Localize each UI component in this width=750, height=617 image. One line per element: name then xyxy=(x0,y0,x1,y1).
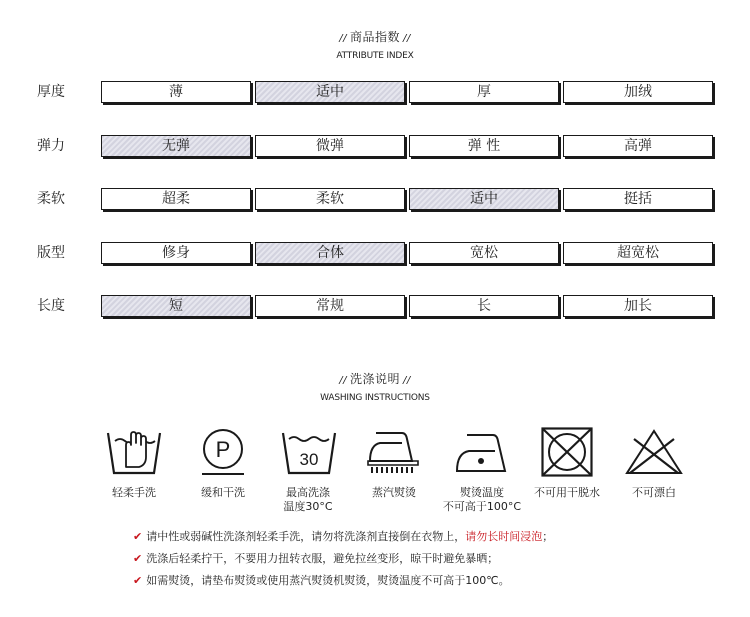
option-cell: 高弹 xyxy=(563,135,713,157)
iron-temp-label: 熨烫温度 不可高于100°C xyxy=(442,486,522,513)
option-cell: 加长 xyxy=(563,295,713,317)
option-cell: 宽松 xyxy=(409,242,559,264)
care-note-warning: 请勿长时间浸泡 xyxy=(465,530,543,543)
attribute-row-elasticity xyxy=(0,135,750,157)
option-cell: 微弹 xyxy=(255,135,405,157)
attribute-section-title xyxy=(0,30,750,62)
option-cell-selected: 适中 xyxy=(409,188,559,210)
steam-iron-label: 蒸汽熨烫 xyxy=(372,486,416,499)
attribute-row-fit xyxy=(0,242,750,264)
washing-title-en: WASHING INSTRUCTIONS xyxy=(320,393,430,403)
attribute-label: 长度 xyxy=(37,298,65,314)
dry-clean-p-icon xyxy=(198,427,248,477)
attribute-label: 版型 xyxy=(37,245,65,261)
care-note: ✔ 如需熨烫，请垫布熨烫或使用蒸汽熨烫机熨烫，熨烫温度不可高于100℃。 xyxy=(133,574,510,587)
option-cell-selected: 短 xyxy=(101,295,251,317)
option-cell-selected: 无弹 xyxy=(101,135,251,157)
check-mark-icon: ✔ xyxy=(133,530,143,543)
check-mark-icon: ✔ xyxy=(133,574,143,587)
attribute-row-thickness xyxy=(0,81,750,103)
option-cell: 薄 xyxy=(101,81,251,103)
attribute-label: 厚度 xyxy=(37,84,65,100)
no-tumble-dry-label: 不可用干脱水 xyxy=(534,486,600,499)
wash-temperature-symbol: 30 xyxy=(299,450,319,469)
attribute-label: 柔软 xyxy=(37,191,65,207)
steam-iron-icon xyxy=(366,427,424,477)
check-mark-icon: ✔ xyxy=(133,552,143,565)
option-cell: 修身 xyxy=(101,242,251,264)
attribute-row-softness xyxy=(0,188,750,210)
option-cell: 加绒 xyxy=(563,81,713,103)
option-cell: 弹 性 xyxy=(409,135,559,157)
option-cell: 常规 xyxy=(255,295,405,317)
hand-wash-icon xyxy=(106,427,162,477)
care-note: ✔ 请中性或弱碱性洗涤剂轻柔手洗，请勿将洗涤剂直接倒在衣物上，请勿长时间浸泡； xyxy=(133,530,554,543)
option-cell: 长 xyxy=(409,295,559,317)
no-bleach-label: 不可漂白 xyxy=(632,486,676,499)
option-cell: 柔软 xyxy=(255,188,405,210)
washing-title-cn: // 洗涤说明 // xyxy=(339,372,411,386)
attribute-title-en: ATTRIBUTE INDEX xyxy=(336,51,414,61)
option-cell: 超柔 xyxy=(101,188,251,210)
attribute-title-cn: // 商品指数 // xyxy=(339,30,411,44)
no-bleach-icon xyxy=(624,427,684,477)
attribute-row-length xyxy=(0,295,750,317)
no-tumble-dry-icon xyxy=(541,427,593,477)
wash-30-icon xyxy=(281,427,337,477)
wash-30-label: 最高洗涤 温度30°C xyxy=(283,486,333,513)
iron-temp-icon xyxy=(455,427,509,477)
option-cell: 厚 xyxy=(409,81,559,103)
option-cell: 挺括 xyxy=(563,188,713,210)
option-cell-selected: 合体 xyxy=(255,242,405,264)
dry-clean-label: 缓和干洗 xyxy=(201,486,245,499)
option-cell-selected: 适中 xyxy=(255,81,405,103)
attribute-label: 弹力 xyxy=(37,138,65,154)
care-note: ✔ 洗涤后轻柔拧干，不要用力扭转衣服，避免拉丝变形，晾干时避免暴晒； xyxy=(133,552,499,565)
hand-wash-label: 轻柔手洗 xyxy=(112,486,156,499)
washing-section-title xyxy=(0,372,750,404)
dry-clean-symbol: P xyxy=(215,437,231,462)
option-cell: 超宽松 xyxy=(563,242,713,264)
